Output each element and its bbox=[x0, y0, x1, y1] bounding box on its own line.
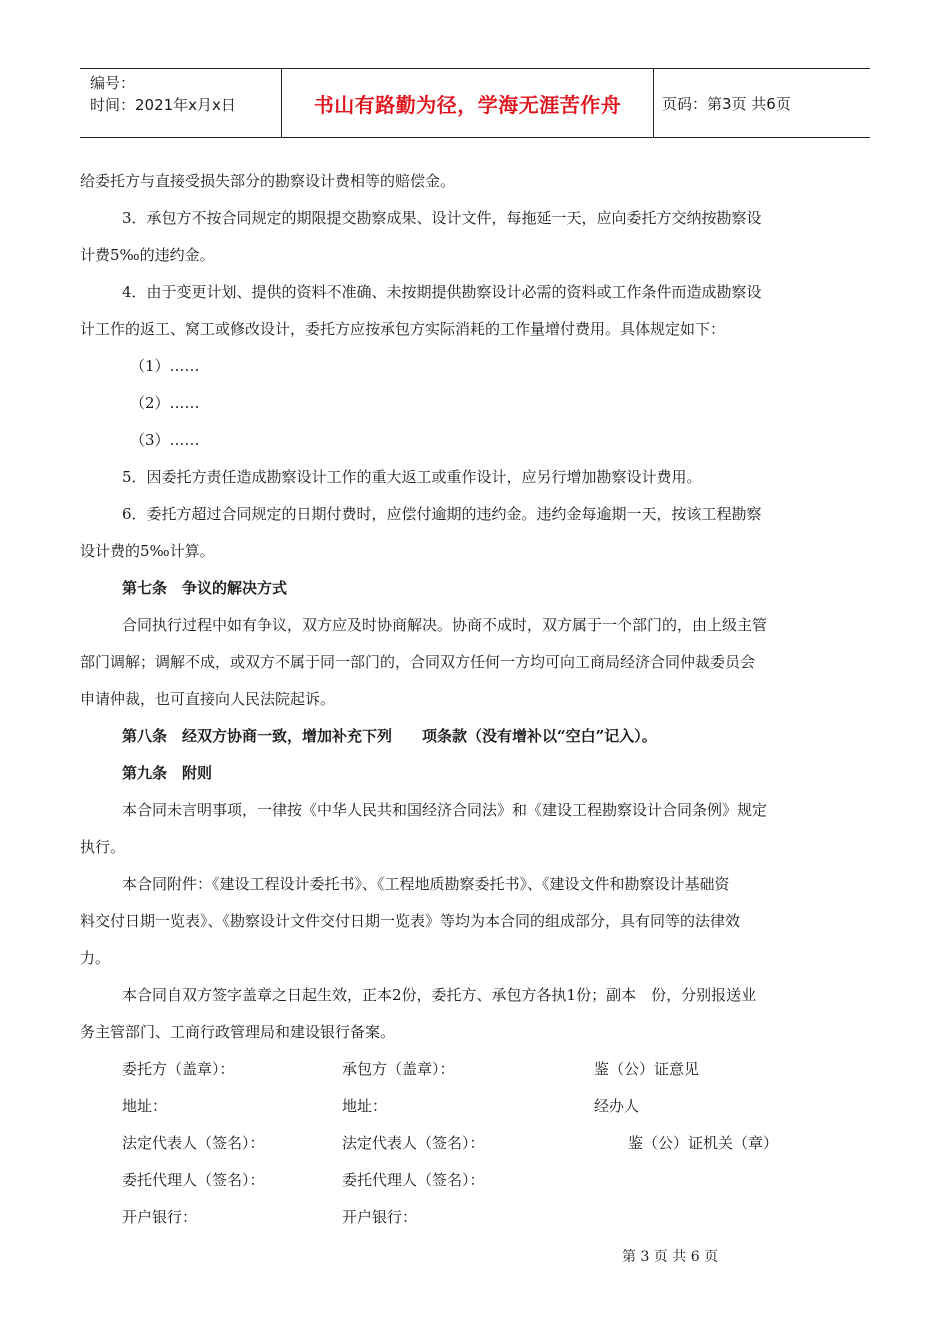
article-9-title: 第九条 附则 bbox=[122, 764, 213, 782]
contractor-agent-label: 委托代理人（签名）： bbox=[342, 1171, 485, 1189]
article-8-title bbox=[80, 718, 870, 755]
article-8-part-b: 项条款（没有增补以“空白”记入）。 bbox=[422, 727, 657, 745]
document-time-label: 时间：2021年x月x日 bbox=[90, 96, 236, 114]
clause-6: 6．委托方超过合同规定的日期付费时，应偿付逾期的违约金。违约金每逾期一天，按该工程勘察 bbox=[122, 505, 762, 523]
signature-row-agent bbox=[80, 1162, 870, 1199]
contractor-address-label: 地址： bbox=[342, 1097, 388, 1115]
header-motto: 书山有路勤为径，学海无涯苦作舟 bbox=[282, 69, 654, 137]
contractor-bank-label: 开户银行： bbox=[342, 1208, 418, 1226]
client-seal-label: 委托方（盖章）： bbox=[122, 1060, 235, 1078]
signature-row-legal-rep bbox=[80, 1125, 870, 1162]
page-footer-number: 第 3 页 共 6 页 bbox=[622, 1249, 719, 1265]
list-item-3: （3）…… bbox=[130, 431, 200, 449]
client-legal-rep-label: 法定代表人（签名）： bbox=[122, 1134, 265, 1152]
handler-label: 经办人 bbox=[594, 1097, 640, 1115]
attachments-text-cont: 料交付日期一览表》、《勘察设计文件交付日期一览表》等均为本合同的组成部分，具有同等的法律效 bbox=[80, 912, 741, 930]
article-7-text-end: 申请仲裁，也可直接向人民法院起诉。 bbox=[80, 690, 336, 708]
contract-body bbox=[80, 163, 870, 1236]
clause-4: 4．由于变更计划、提供的资料不准确、未按期提供勘察设计必需的资料或工作条件而造成勘察设 bbox=[122, 283, 762, 301]
article-9-text: 本合同未言明事项，一律按《中华人民共和国经济合同法》和《建设工程勘察设计合同条例》规定 bbox=[122, 801, 768, 819]
client-agent-label: 委托代理人（签名）： bbox=[122, 1171, 265, 1189]
attachments-text-end: 力。 bbox=[80, 949, 111, 967]
signature-row-seal bbox=[80, 1051, 870, 1088]
clause-6-cont: 设计费的5‰计算。 bbox=[80, 542, 215, 560]
article-7-text: 合同执行过程中如有争议，双方应及时协商解决。协商不成时，双方属于一个部门的，由上级主管 bbox=[122, 616, 768, 634]
attachments-text: 本合同附件：《建设工程设计委托书》、《工程地质勘察委托书》、《建设文件和勘察设计基础资 bbox=[122, 875, 730, 893]
signature-row-address bbox=[80, 1088, 870, 1125]
notary-seal-label: 鉴（公）证机关（章） bbox=[628, 1134, 779, 1152]
article-7-text-cont: 部门调解；调解不成，或双方不属于同一部门的，合同双方任何一方均可向工商局经济合同仲裁委员会 bbox=[80, 653, 756, 671]
header-page-label: 页码：第3页 共6页 bbox=[662, 94, 791, 113]
paragraph-line: 给委托方与直接受损失部分的勘察设计费相等的赔偿金。 bbox=[80, 172, 456, 190]
contractor-seal-label: 承包方（盖章）： bbox=[342, 1060, 455, 1078]
clause-4-cont: 计工作的返工、窝工或修改设计，委托方应按承包方实际消耗的工作量增付费用。具体规定如下： bbox=[80, 320, 726, 338]
effectiveness-text-cont: 务主管部门、工商行政管理局和建设银行备案。 bbox=[80, 1023, 396, 1041]
client-address-label: 地址： bbox=[122, 1097, 168, 1115]
page-header bbox=[80, 68, 870, 138]
clause-3: 3．承包方不按合同规定的期限提交勘察成果、设计文件，每拖延一天，应向委托方交纳按勘察设 bbox=[122, 209, 762, 227]
header-meta bbox=[80, 69, 282, 137]
list-item-1: （1）…… bbox=[130, 357, 200, 375]
clause-5: 5．因委托方责任造成勘察设计工作的重大返工或重作设计，应另行增加勘察设计费用。 bbox=[122, 468, 702, 486]
client-bank-label: 开户银行： bbox=[122, 1208, 198, 1226]
notary-opinion-label: 鉴（公）证意见 bbox=[594, 1060, 700, 1078]
article-9-text-cont: 执行。 bbox=[80, 838, 126, 856]
signature-row-bank bbox=[80, 1199, 870, 1236]
document-number-label: 编号： bbox=[90, 74, 136, 92]
article-8-part-a: 第八条 经双方协商一致，增加补充下列 bbox=[122, 727, 393, 745]
list-item-2: （2）…… bbox=[130, 394, 200, 412]
clause-3-cont: 计费5‰的违约金。 bbox=[80, 246, 215, 264]
article-7-title: 第七条 争议的解决方式 bbox=[122, 579, 288, 597]
effectiveness-text: 本合同自双方签字盖章之日起生效，正本2份，委托方、承包方各执1份；副本 份，分别报送业 bbox=[122, 986, 757, 1004]
contractor-legal-rep-label: 法定代表人（签名）： bbox=[342, 1134, 485, 1152]
